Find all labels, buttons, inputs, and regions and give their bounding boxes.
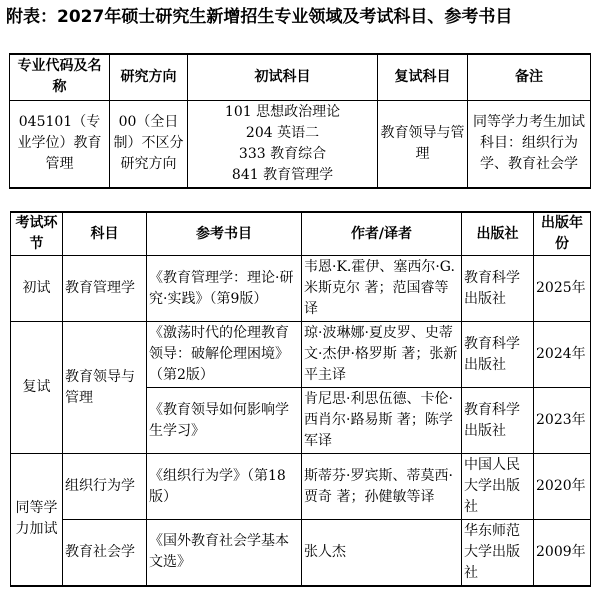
page-title: 附表：2027年硕士研究生新增招生专业领域及考试科目、参考书目 [6, 7, 513, 27]
year-cell: 2009年 [534, 520, 591, 586]
header-stage: 考试环节 [11, 212, 63, 256]
year-cell: 2025年 [534, 256, 591, 322]
table-row [11, 322, 591, 388]
table-row [11, 520, 591, 586]
header-retest-subject: 复试科目 [378, 54, 468, 100]
publisher-cell: 教育科学出版社 [462, 322, 534, 388]
exam-subject: 333 教育综合 [238, 145, 327, 162]
exam-subject: 204 英语二 [245, 124, 320, 141]
retest-subject-cell: 教育领导与管理 [378, 100, 468, 188]
publisher-cell: 教育科学出版社 [462, 388, 534, 454]
subject-cell: 教育社会学 [63, 520, 147, 586]
header-year: 出版年份 [534, 212, 591, 256]
book-cell: 《教育领导如何影响学生学习》 [147, 388, 302, 454]
reference-books-table [10, 211, 591, 587]
author-cell: 斯蒂芬·罗宾斯、蒂莫西·贾奇 著；孙健敏等译 [302, 454, 462, 520]
stage-cell: 复试 [11, 322, 63, 454]
year-cell: 2020年 [534, 454, 591, 520]
publisher-cell: 教育科学出版社 [462, 256, 534, 322]
admission-table [9, 53, 591, 189]
books-header-row [11, 212, 591, 256]
note-cell: 同等学力考生加试科目：组织行为学、教育社会学 [468, 100, 591, 188]
header-note: 备注 [468, 54, 591, 100]
year-cell: 2024年 [534, 322, 591, 388]
admission-header-row [10, 54, 591, 100]
book-cell: 《激荡时代的伦理教育领导：破解伦理困境》（第2版） [147, 322, 302, 388]
major-cell: 045101（专业学位）教育管理 [10, 100, 110, 188]
header-author: 作者/译者 [302, 212, 462, 256]
author-cell: 肯尼思·利思伍德、卡伦·西肖尔·路易斯 著；陈学军译 [302, 388, 462, 454]
header-direction: 研究方向 [110, 54, 188, 100]
header-book: 参考书目 [147, 212, 302, 256]
year-cell: 2023年 [534, 388, 591, 454]
table-row [11, 256, 591, 322]
stage-cell: 初试 [11, 256, 63, 322]
author-cell: 张人杰 [302, 520, 462, 586]
header-publisher: 出版社 [462, 212, 534, 256]
header-exam-subjects: 初试科目 [188, 54, 378, 100]
subject-cell: 组织行为学 [63, 454, 147, 520]
publisher-cell: 华东师范大学出版社 [462, 520, 534, 586]
exam-subject: 841 教育管理学 [231, 166, 334, 183]
table-row [11, 454, 591, 520]
stage-cell: 同等学力加试 [11, 454, 63, 586]
admission-row [10, 100, 591, 188]
book-cell: 《国外教育社会学基本文选》 [147, 520, 302, 586]
subject-cell: 教育管理学 [63, 256, 147, 322]
exam-subjects-cell [188, 100, 378, 188]
book-cell: 《教育管理学：理论·研究·实践》（第9版） [147, 256, 302, 322]
direction-cell: 00（全日制）不区分研究方向 [110, 100, 188, 188]
author-cell: 韦恩·K.霍伊、塞西尔·G.米斯克尔 著；范国睿等译 [302, 256, 462, 322]
publisher-cell: 中国人民大学出版社 [462, 454, 534, 520]
header-major: 专业代码及名称 [10, 54, 110, 100]
exam-subject: 101 思想政治理论 [224, 103, 341, 120]
book-cell: 《组织行为学》（第18版） [147, 454, 302, 520]
subject-cell: 教育领导与管理 [63, 322, 147, 454]
author-cell: 琼·波琳娜·夏皮罗、史蒂文·杰伊·格罗斯 著；张新平主译 [302, 322, 462, 388]
header-subject: 科目 [63, 212, 147, 256]
